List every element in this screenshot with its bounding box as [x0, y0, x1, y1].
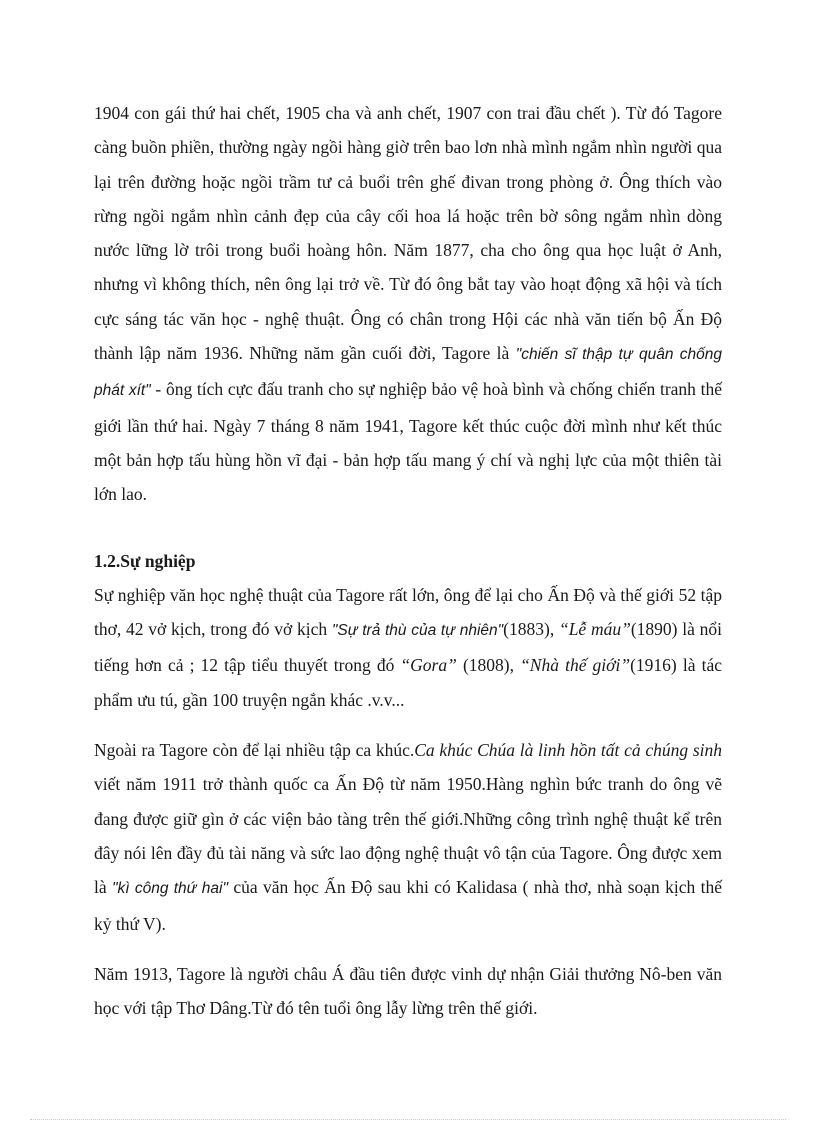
italic-quote: "kì công thứ hai": [112, 880, 228, 898]
italic-quote: "chiến sĩ thập tự quân chống phát xít": [94, 346, 723, 400]
document-page: [94, 96, 722, 1025]
italic-title: “Lễ máu”: [558, 619, 631, 640]
paragraph-nobel: [94, 957, 722, 1026]
text-run: viết năm 1911 trở thành quốc ca Ấn Độ từ năm 1950.Hàng nghìn bức tranh do ông vẽ đang được giữ gìn ở các viện bảo tàng trên thế giới.Những công trình nghệ thuật kể trên đây nói lên đầy đủ tài năng và sức lao động nghệ thuật vô tận của Tagore. Ông được xem là: [94, 774, 722, 898]
text-run: Ngoài ra Tagore còn để lại nhiều tập ca khúc.: [94, 740, 415, 761]
paragraph-spacer: [94, 717, 722, 733]
text-run: - ông tích cực đấu tranh cho sự nghiệp bảo vệ hoà bình và chống chiến tranh thế giới lần thứ hai. Ngày 7 tháng 8 năm 1941, Tagore kết thúc cuộc đời mình như kết thúc một bản hợp tấu hùng hồn vĩ đại - bản hợp tấu mang ý chí và nghị lực của một thiên tài lớn lao.: [94, 379, 723, 505]
italic-title: "Sự trả thù của tự nhiên": [331, 622, 504, 640]
page-bottom-rule: [30, 1119, 786, 1120]
paragraph-songs: [94, 733, 722, 941]
italic-title: “Nhà thế giới”: [520, 655, 631, 676]
paragraph-spacer: [94, 528, 722, 544]
paragraph-biography: [94, 96, 722, 512]
text-run: của văn học Ấn Độ sau khi có Kalidasa ( nhà thơ, nhà soạn kịch thế kỷ thứ V).: [94, 877, 723, 934]
text-run: (1883),: [503, 619, 559, 640]
paragraph-career: [94, 578, 722, 717]
text-run: (1916) là tác phẩm ưu tú, gần 100 truyện ngắn khác .v.v...: [94, 655, 722, 710]
italic-title: “Gora”: [400, 655, 457, 676]
section-heading: 1.2.Sự nghiệp: [94, 550, 196, 571]
text-run: 1904 con gái thứ hai chết, 1905 cha và anh chết, 1907 con trai đầu chết ). Từ đó Tagore càng buồn phiền, thường ngày ngồi hàng giờ trên bao lơn nhà mình ngắm nhìn người qua lại trên đường hoặc ngồi trầm tư cả buổi trên ghế đivan trong phòng ở. Ông thích vào rừng ngồi ngắm nhìn cảnh đẹp của cây cối hoa lá hoặc trên bờ sông ngắm nhìn dòng nước lững lờ trôi trong buổi hoàng hôn. Năm 1877, cha cho ông qua học luật ở Anh, nhưng vì không thích, nên ông lại trở về. Từ đó ông bắt tay vào hoạt động xã hội và tích cực sáng tác văn học - nghệ thuật. Ông có chân trong Hội các nhà văn tiến bộ Ấn Độ thành lập năm 1936. Những năm gần cuối đời, Tagore là: [94, 103, 722, 364]
paragraph-spacer: [94, 512, 722, 528]
text-run: (1890) là nổi tiếng hơn cả ; 12 tập tiểu thuyết trong đó: [94, 619, 723, 676]
text-run: Năm 1913, Tagore là người châu Á đầu tiên được vinh dự nhận Giải thưởng Nô-ben văn học với tập Thơ Dâng.Từ đó tên tuổi ông lẫy lừng trên thế giới.: [94, 963, 722, 1019]
text-run: Sự nghiệp văn học nghệ thuật của Tagore rất lớn, ông để lại cho Ấn Độ và thế giới 52 tập thơ, 42 vở kịch, trong đó vở kịch: [94, 584, 722, 640]
text-run: (1808),: [456, 655, 521, 676]
italic-title: Ca khúc Chúa là linh hồn tất cả chúng sinh: [414, 740, 722, 761]
paragraph-spacer: [94, 941, 722, 957]
